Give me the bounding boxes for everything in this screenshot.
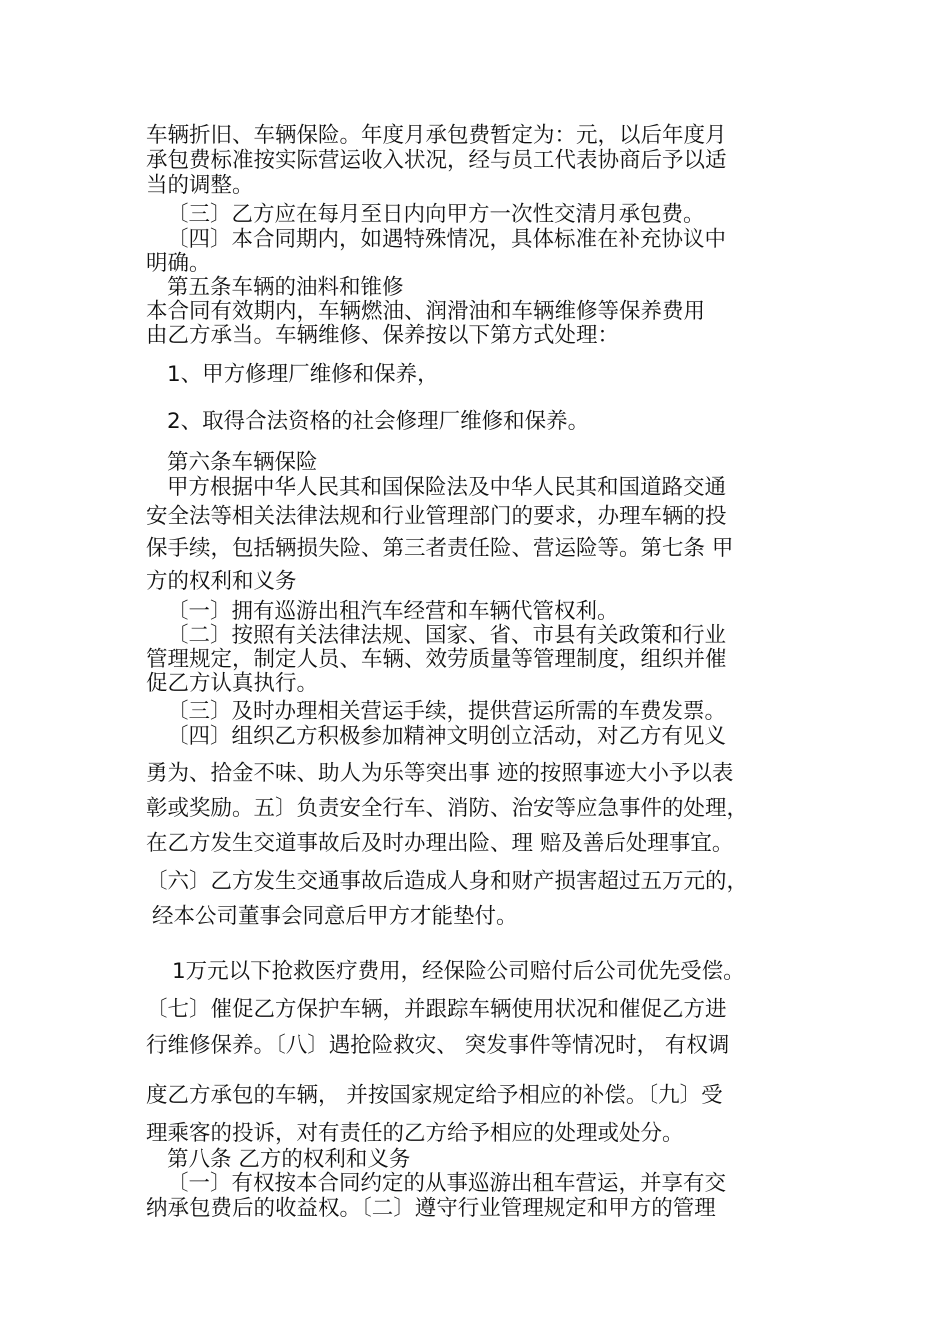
section-heading: 第五条车辆的油料和锥修 bbox=[167, 275, 404, 300]
text-line: 车辆折旧、车辆保险。年度月承包费暂定为：元，以后年度月 bbox=[146, 123, 727, 148]
text-line: 1万元以下抢救医疗费用，经保险公司赔付后公司优先受偿。 bbox=[172, 959, 745, 984]
text-line: 理乘客的投诉，对有责任的乙方给予相应的处理或处分。 bbox=[146, 1121, 684, 1146]
text-line: 管理规定，制定人员、车辆、效劳质量等管理制度，组织并催 bbox=[146, 647, 727, 672]
text-line: 由乙方承当。车辆维修、保养按以下第方式处理： bbox=[146, 323, 620, 348]
text-line: 保手续，包括辆损失险、第三者责任险、营运险等。第七条 甲 bbox=[146, 536, 734, 561]
text-line: 安全法等相关法律法规和行业管理部门的要求，办理车辆的投 bbox=[146, 504, 727, 529]
text-line: 本合同有效期内，车辆燃油、润滑油和车辆维修等保养费用 bbox=[146, 299, 706, 324]
text-line: 〔四〕本合同期内，如遇特殊情况，具体标准在补充协议中 bbox=[167, 227, 727, 252]
text-line: 〔一〕有权按本合同约定的从事巡游出租车营运，并享有交 bbox=[167, 1171, 727, 1196]
text-line: 〔二〕按照有关法律法规、国家、省、市县有关政策和行业 bbox=[167, 623, 727, 648]
list-item: 2、取得合法资格的社会修理厂维修和保养。 bbox=[167, 409, 590, 434]
text-line: 度乙方承包的车辆， 并按国家规定给予相应的补偿。〔九〕受 bbox=[146, 1083, 723, 1108]
text-line: 〔四〕组织乙方积极参加精神文明创立活动，对乙方有见义 bbox=[167, 724, 727, 749]
text-line: 彰或奖励。五〕负责安全行车、消防、治安等应急事件的处理， bbox=[146, 796, 749, 821]
text-line: 明确。 bbox=[146, 251, 211, 276]
text-line: 〔一〕拥有巡游出租汽车经营和车辆代管权利。 bbox=[167, 599, 619, 624]
text-line: 行维修保养。〔八〕遇抢险救灾、 突发事件等情况时， 有权调 bbox=[146, 1033, 730, 1058]
text-line: 甲方根据中华人民其和国保险法及中华人民其和国道路交通 bbox=[167, 475, 727, 500]
text-line: 承包费标准按实际营运收入状况，经与员工代表协商后予以适 bbox=[146, 148, 727, 173]
section-heading: 第八条 乙方的权利和义务 bbox=[167, 1147, 411, 1172]
text-line: 方的权利和义务 bbox=[146, 569, 297, 594]
text-line: 在乙方发生交道事故后及时办理出险、理 赔及善后处理事宜。 bbox=[146, 831, 734, 856]
text-line: 经本公司董事会同意后甲方才能垫付。 bbox=[152, 904, 518, 929]
text-line: 纳承包费后的收益权。〔二〕遵守行业管理规定和甲方的管理 bbox=[146, 1196, 716, 1221]
text-line: 〔三〕及时办理相关营运手续，提供营运所需的车费发票。 bbox=[167, 699, 727, 724]
text-line: 促乙方认真执行。 bbox=[146, 671, 319, 696]
list-item: 1、甲方修理厂维修和保养， bbox=[167, 362, 439, 387]
section-heading: 第六条车辆保险 bbox=[167, 450, 318, 475]
text-line: 勇为、拾金不味、助人为乐等突出事 迹的按照事迹大小予以表 bbox=[146, 761, 734, 786]
text-line: 〔七〕催促乙方保护车辆，并跟踪车辆使用状况和催促乙方进 bbox=[146, 997, 727, 1022]
text-line: 当的调整。 bbox=[146, 173, 254, 198]
text-line: 〔六〕乙方发生交通事故后造成人身和财产损害超过五万元的， bbox=[146, 869, 749, 894]
text-line: 〔三〕乙方应在每月至日内向甲方一次性交清月承包费。 bbox=[167, 202, 705, 227]
